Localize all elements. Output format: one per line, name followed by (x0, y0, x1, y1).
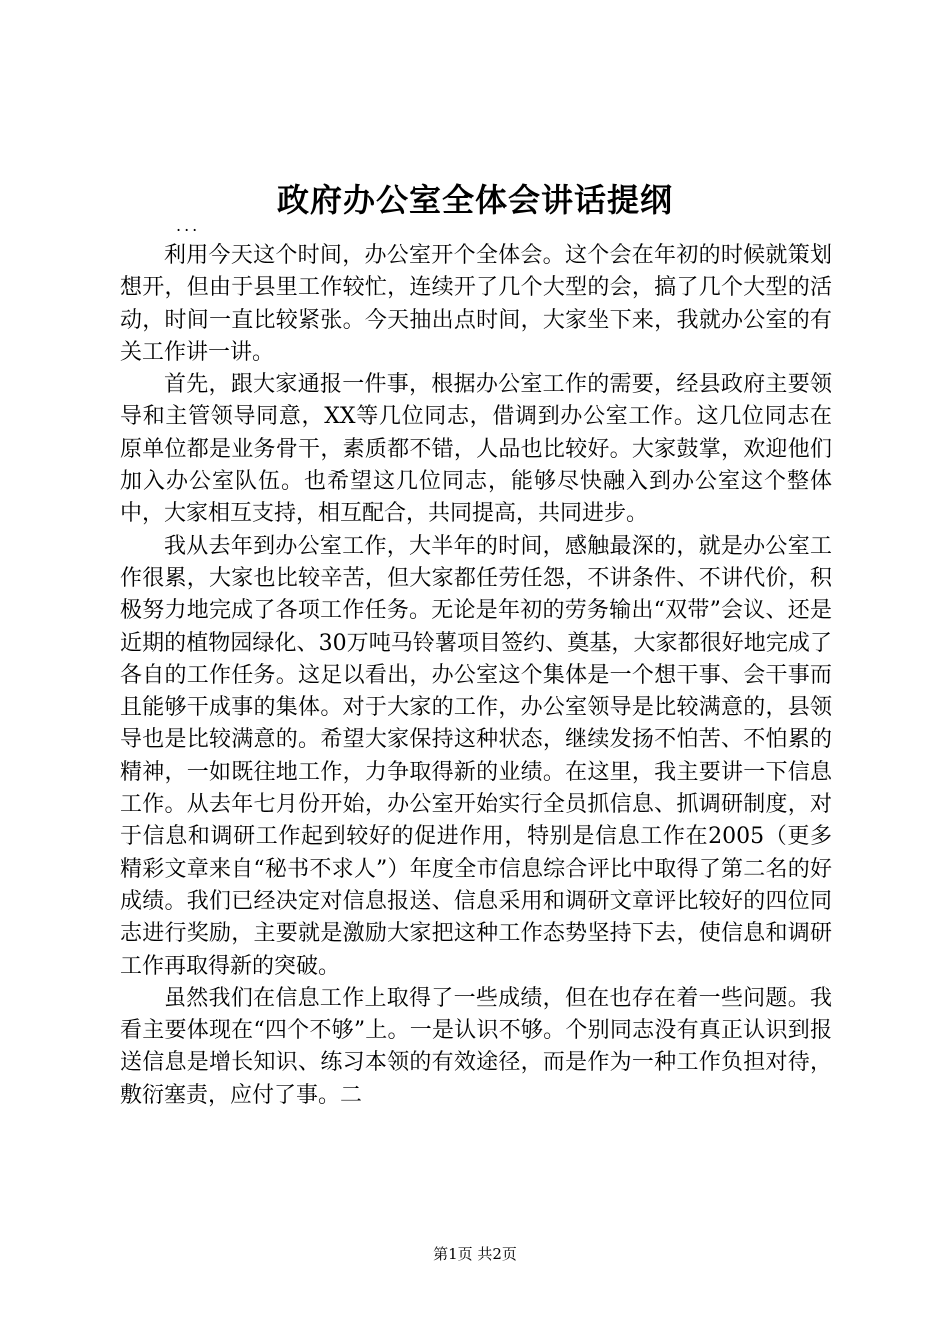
page-footer: 第1页 共2页 (433, 1245, 517, 1263)
paragraph-2: 首先，跟大家通报一件事，根据办公室工作的需要，经县政府主要领导和主管领导同意，XX等几位同志，借调到办公室工作。这几位同志在原单位都是业务骨干，素质都不错，人品也比较好。大家鼓掌，欢迎他们加入办公室队伍。也希望这几位同志，能够尽快融入到办公室这个整体中，大家相互支持，相互配合，共同提高，共同进步。 (120, 372, 832, 527)
paragraph-3: 我从去年到办公室工作，大半年的时间，感触最深的，就是办公室工作很累，大家也比较辛苦，但大家都任劳任怨，不讲条件、不讲代价，积极努力地完成了各项工作任务。无论是年初的劳务输出“双带”会议、还是近期的植物园绿化、30万吨马铃薯项目签约、奠基，大家都很好地完成了各自的工作任务。这足以看出，办公室这个集体是一个想干事、会干事而且能够干成事的集体。对于大家的工作，办公室领导是比较满意的，县领导也是比较满意的。希望大家保持这种状态，继续发扬不怕苦、不怕累的精神，一如既往地工作，力争取得新的业绩。在这里，我主要讲一下信息工作。从去年七月份开始，办公室开始实行全员抓信息、抓调研制度，对于信息和调研工作起到较好的促进作用，特别是信息工作在2005（更多精彩文章来自“秘书不求人”）年度全市信息综合评比中取得了第二名的好成绩。我们已经决定对信息报送、信息采用和调研文章评比较好的四位同志进行奖励，主要就是激励大家把这种工作态势坚持下去，使信息和调研工作再取得新的突破。 (120, 533, 832, 979)
document-title: 政府办公室全体会讲话提纲 (276, 181, 673, 219)
paragraph-4: 虽然我们在信息工作上取得了一些成绩，但在也存在着一些问题。我看主要体现在“四个不够”上。一是认识不够。个别同志没有真正认识到报送信息是增长知识、练习本领的有效途径，而是作为一种工作负担对待，敷衍塞责，应付了事。二 (120, 985, 832, 1108)
paragraph-1: 利用今天这个时间，办公室开个全体会。这个会在年初的时候就策划想开，但由于县里工作较忙，连续开了几个大型的会，搞了几个大型的活动，时间一直比较紧张。今天抽出点时间，大家坐下来，我就办公室的有关工作讲一讲。 (120, 243, 832, 365)
document-body (120, 240, 832, 1112)
ellipsis-text: ... (176, 216, 201, 235)
